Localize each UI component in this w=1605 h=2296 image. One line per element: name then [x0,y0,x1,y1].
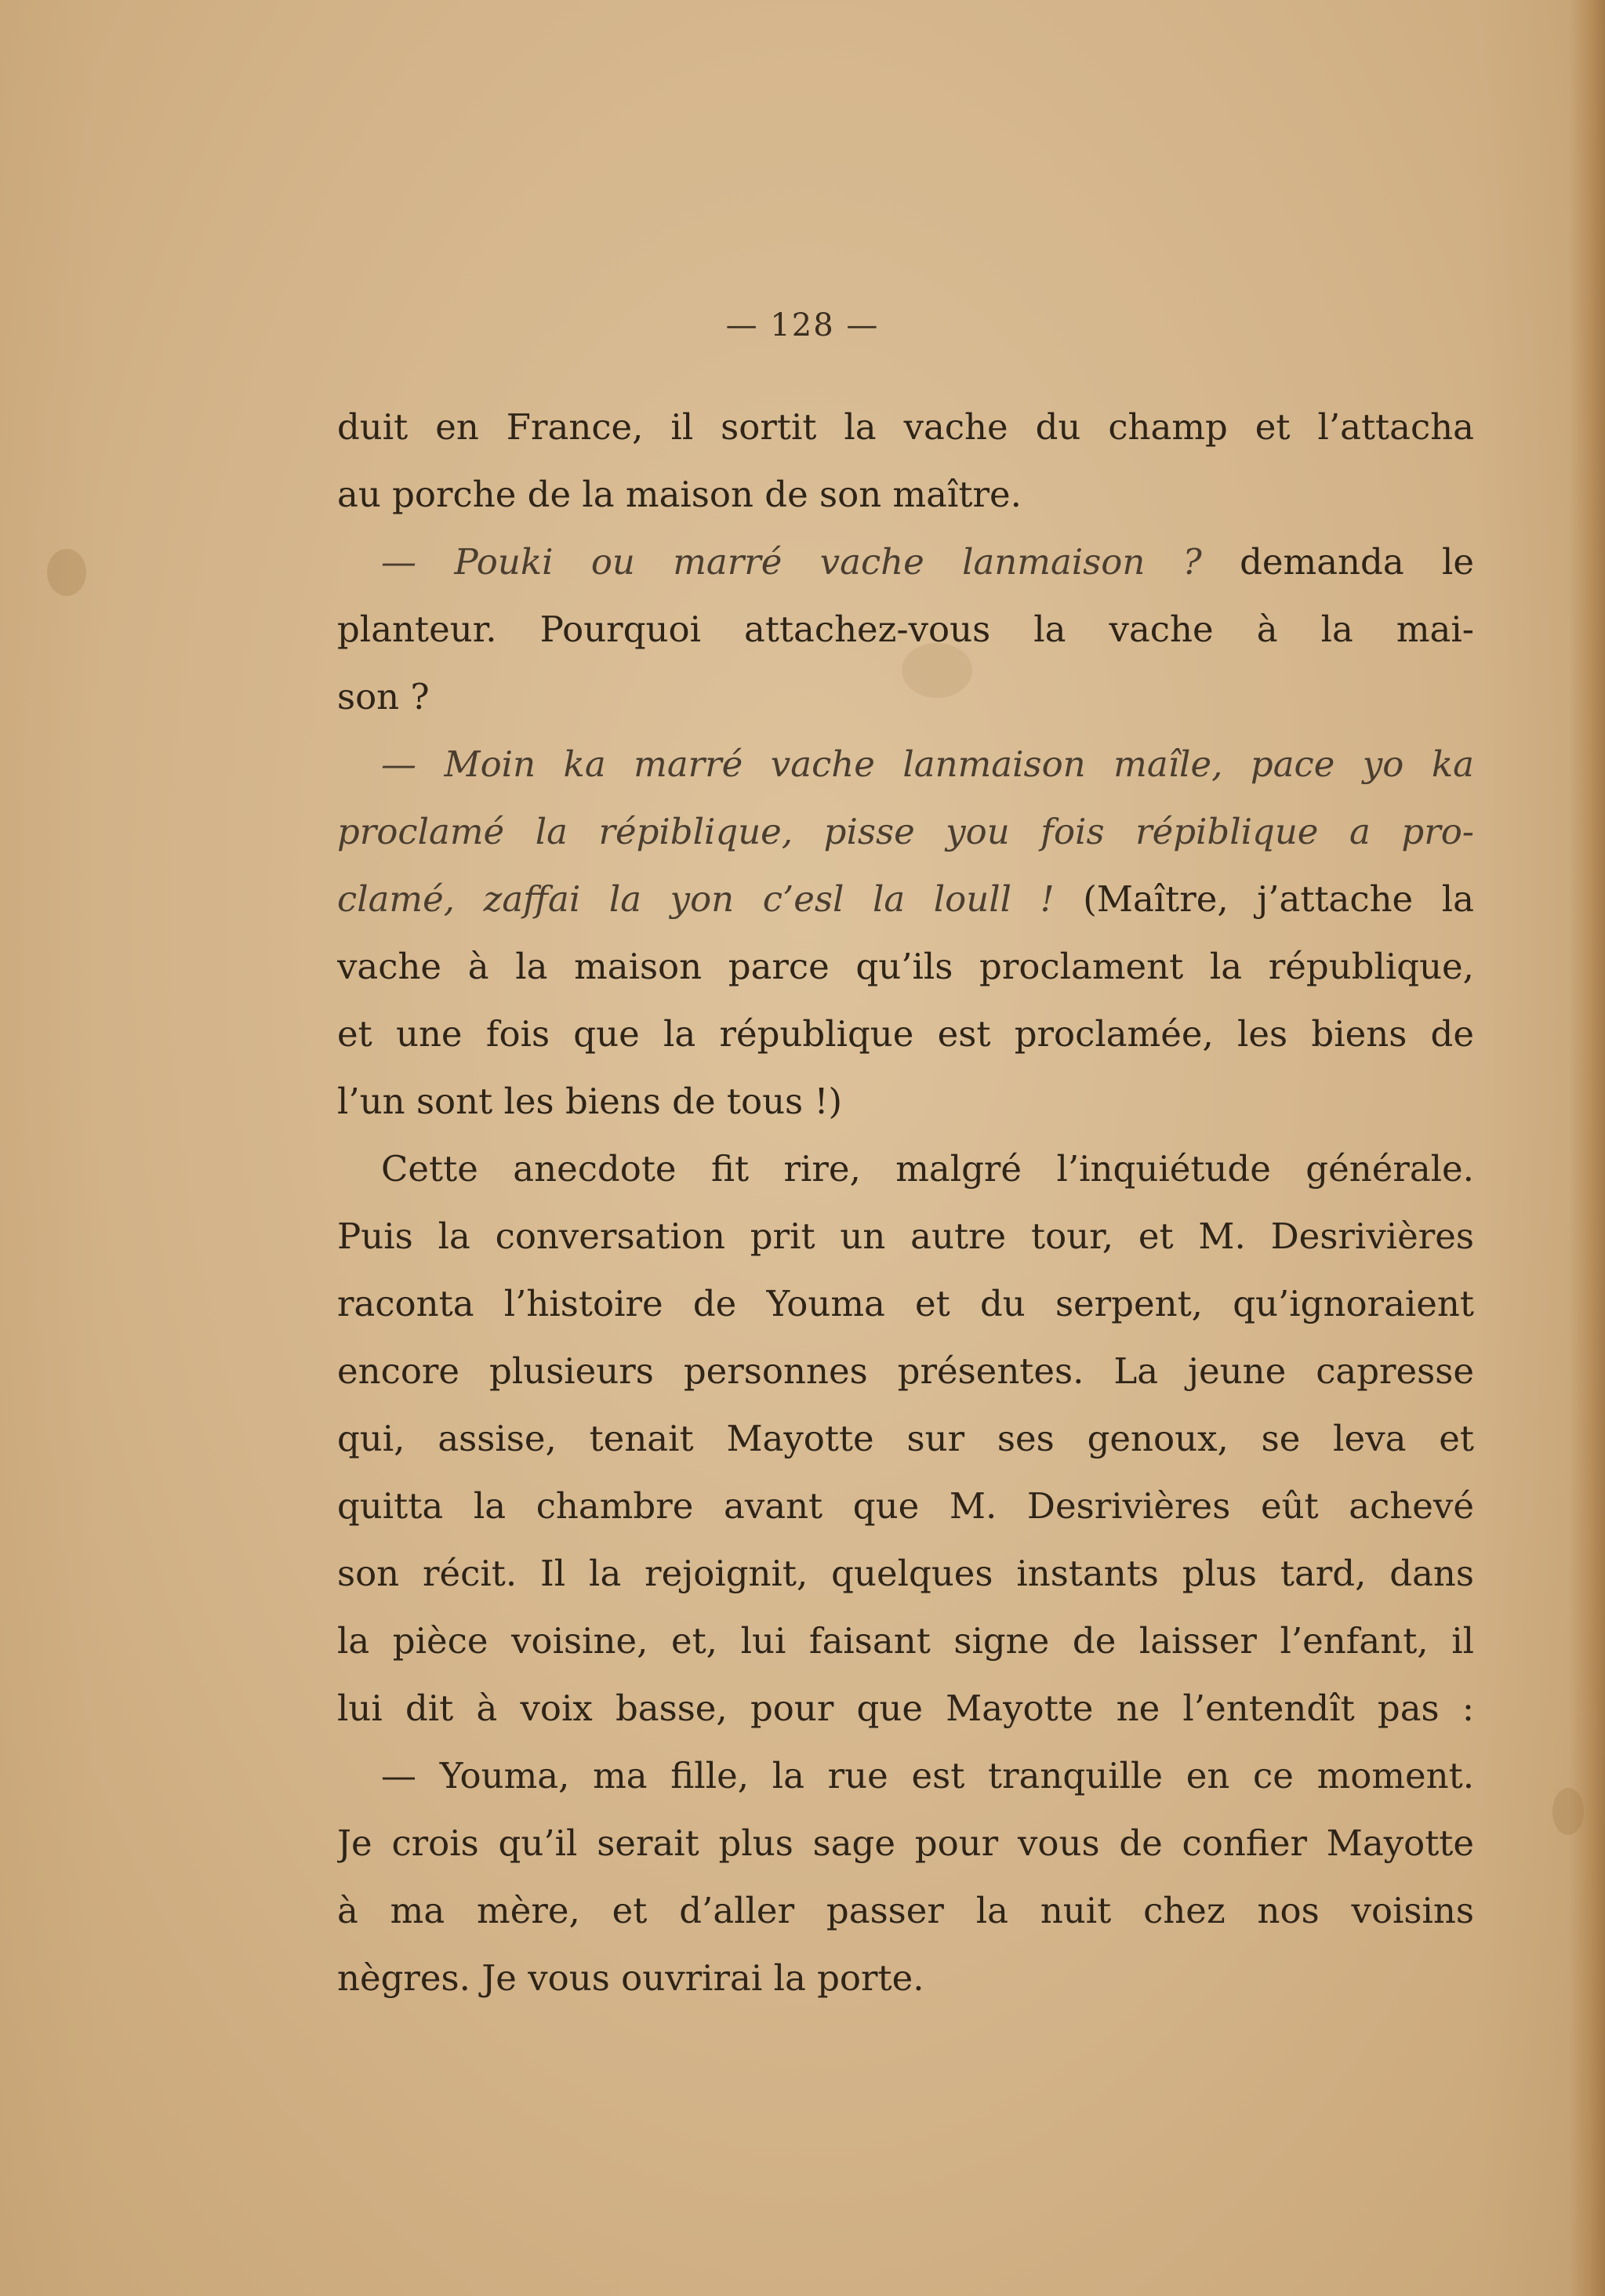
text-line: duit en France, il sortit la vache du champ et l’attacha [337,406,1474,448]
dialogue-creole: — Pouki ou marré vache lanmaison ? [381,541,1202,583]
text-line: quitta la chambre avant que M. Desrivières eût achevé [337,1485,1474,1527]
text-line: Cette anecdote fit rire, malgré l’inquiétude générale. [381,1148,1474,1190]
text-line: qui, assise, tenait Mayotte sur ses genoux, se leva et [337,1418,1474,1459]
text-line [337,866,1474,933]
text-line: la pièce voisine, et, lui faisant signe de laisser l’enfant, il [337,1620,1474,1662]
paper-stain [47,549,86,596]
paper-stain [1552,1788,1584,1835]
text-line: planteur. Pourquoi attachez-vous la vache à la mai- [337,609,1474,650]
body-text [337,394,1474,2012]
text-line: son ? [337,676,430,718]
text-line: son récit. Il la rejoignit, quelques instants plus tard, dans [337,1553,1474,1594]
page-number: — 128 — [725,307,880,343]
text-line: lui dit à voix basse, pour que Mayotte ne l’entendît pas : [337,1687,1474,1729]
text-line: nègres. Je vous ouvrirai la porte. [337,1957,924,1999]
text-line: vache à la maison parce qu’ils proclament la république, [337,946,1474,987]
text-line [337,529,1474,596]
text-line: — Moin ka marré vache lanmaison maîle, pace yo ka [381,743,1474,785]
page-edge-shadow [1569,0,1605,2296]
text-line: à ma mère, et d’aller passer la nuit chez nos voisins [337,1890,1474,1931]
text-line: proclamé la répiblique, pisse you fois répiblique a pro- [337,811,1474,852]
text-line: Puis la conversation prit un autre tour, et M. Desrivières [337,1215,1474,1257]
text-line: Je crois qu’il serait plus sage pour vous de confier Mayotte [337,1822,1474,1864]
dialogue-creole: clamé, zaffai la yon c’esl la loull ! [337,878,1055,920]
text-line: au porche de la maison de son maître. [337,474,1022,515]
text-line: — Youma, ma fille, la rue est tranquille en ce moment. [381,1755,1474,1796]
text-line: encore plusieurs personnes présentes. La jeune capresse [337,1350,1474,1392]
text-line: et une fois que la république est proclamée, les biens de [337,1013,1474,1055]
dialogue-attribution: demanda le [1201,541,1474,583]
text-line: raconta l’histoire de Youma et du serpent, qu’ignoraient [337,1283,1474,1324]
text-line: l’un sont les biens de tous !) [337,1081,843,1122]
dialogue-translation: (Maître, j’attache la [1054,878,1474,920]
